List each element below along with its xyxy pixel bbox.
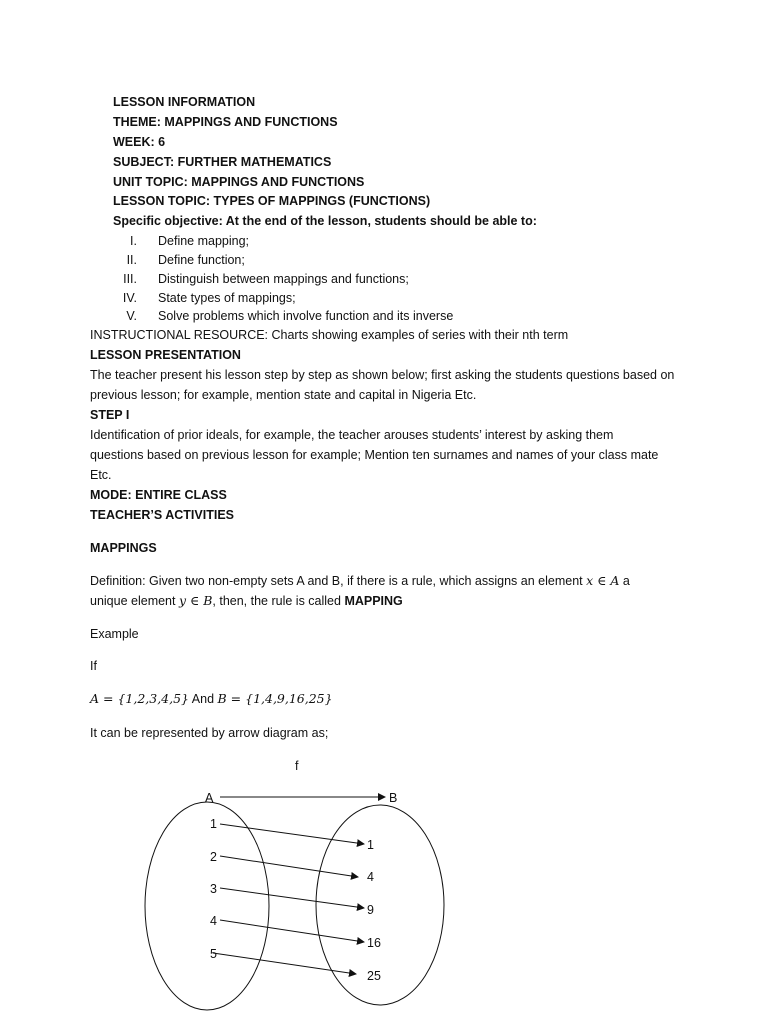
function-label: f (295, 759, 299, 773)
objective-text: Define function; (158, 253, 245, 267)
objective-number: II. (126, 253, 137, 267)
codomain-element: 1 (367, 838, 374, 852)
objective-number: III. (123, 272, 137, 286)
domain-element: 1 (210, 817, 217, 831)
codomain-element: 9 (367, 903, 374, 917)
mapping-arrow (213, 953, 356, 974)
codomain-element: 25 (367, 969, 381, 983)
set-b-label: B (389, 791, 398, 805)
objective-number: V. (126, 309, 137, 323)
domain-element: 5 (210, 947, 217, 961)
lesson-presentation-heading: LESSON PRESENTATION (90, 348, 241, 362)
mapping-arrow (220, 888, 364, 908)
objective-number: I. (130, 234, 137, 248)
example-label: Example (90, 627, 139, 641)
objective-text: Solve problems which involve function and its inverse (158, 309, 454, 323)
mapping-term: MAPPING (344, 594, 403, 608)
definition-text: , then, the rule is called (212, 594, 345, 608)
codomain-element: 16 (367, 936, 381, 950)
week-line: WEEK: 6 (113, 135, 166, 149)
mapping-arrow (220, 856, 358, 877)
set-b-expression: B = {1,4,9,16,25} (217, 691, 333, 706)
math-expression: y ∈ B (178, 593, 213, 608)
domain-element: 4 (210, 914, 217, 928)
mapping-arrow (220, 920, 364, 942)
step-text: Identification of prior ideals, for example, the teacher arouses students’ interest by asking them (90, 428, 614, 442)
step-text: questions based on previous lesson for example; Mention ten surnames and names of your class mate (90, 448, 659, 462)
theme-line: THEME: MAPPINGS AND FUNCTIONS (113, 115, 338, 129)
objective-text: State types of mappings; (158, 291, 296, 305)
definition-text: Definition: Given two non-empty sets A and B, if there is a rule, which assigns an element (90, 574, 587, 588)
domain-element: 3 (210, 882, 217, 896)
lesson-topic-line: LESSON TOPIC: TYPES OF MAPPINGS (FUNCTIONS) (113, 194, 431, 208)
teachers-activities-heading: TEACHER’S ACTIVITIES (90, 508, 234, 522)
specific-objective-line: Specific objective: At the end of the lesson, students should be able to: (113, 214, 537, 228)
mode-line: MODE: ENTIRE CLASS (90, 488, 227, 502)
objective-number: IV. (122, 291, 137, 305)
mapping-arrow (220, 824, 364, 844)
step-heading: STEP I (90, 408, 130, 422)
definition-text: unique element (90, 594, 179, 608)
definition-text: a (619, 574, 630, 588)
math-expression: x ∈ A (586, 573, 620, 588)
step-text: Etc. (90, 468, 112, 482)
subject-line: SUBJECT: FURTHER MATHEMATICS (113, 155, 332, 169)
mappings-heading: MAPPINGS (90, 541, 157, 555)
objective-text: Distinguish between mappings and functions; (158, 272, 409, 286)
if-label: If (90, 659, 97, 673)
lesson-info-heading: LESSON INFORMATION (113, 95, 256, 109)
codomain-element: 4 (367, 870, 374, 884)
lesson-presentation-text: previous lesson; for example, mention state and capital in Nigeria Etc. (90, 388, 477, 402)
objective-text: Define mapping; (158, 234, 250, 248)
instructional-resource: INSTRUCTIONAL RESOURCE: Charts showing examples of series with their nth term (90, 328, 569, 342)
set-a-ellipse (145, 802, 269, 1010)
sets-and: And (189, 692, 218, 706)
arrow-intro: It can be represented by arrow diagram as; (90, 726, 329, 740)
unit-topic-line: UNIT TOPIC: MAPPINGS AND FUNCTIONS (113, 175, 365, 189)
set-a-label: A (205, 791, 214, 805)
lesson-presentation-text: The teacher present his lesson step by step as shown below; first asking the students questions based on (90, 368, 675, 382)
set-a-expression: A = {1,2,3,4,5} (90, 691, 190, 706)
domain-element: 2 (210, 850, 217, 864)
